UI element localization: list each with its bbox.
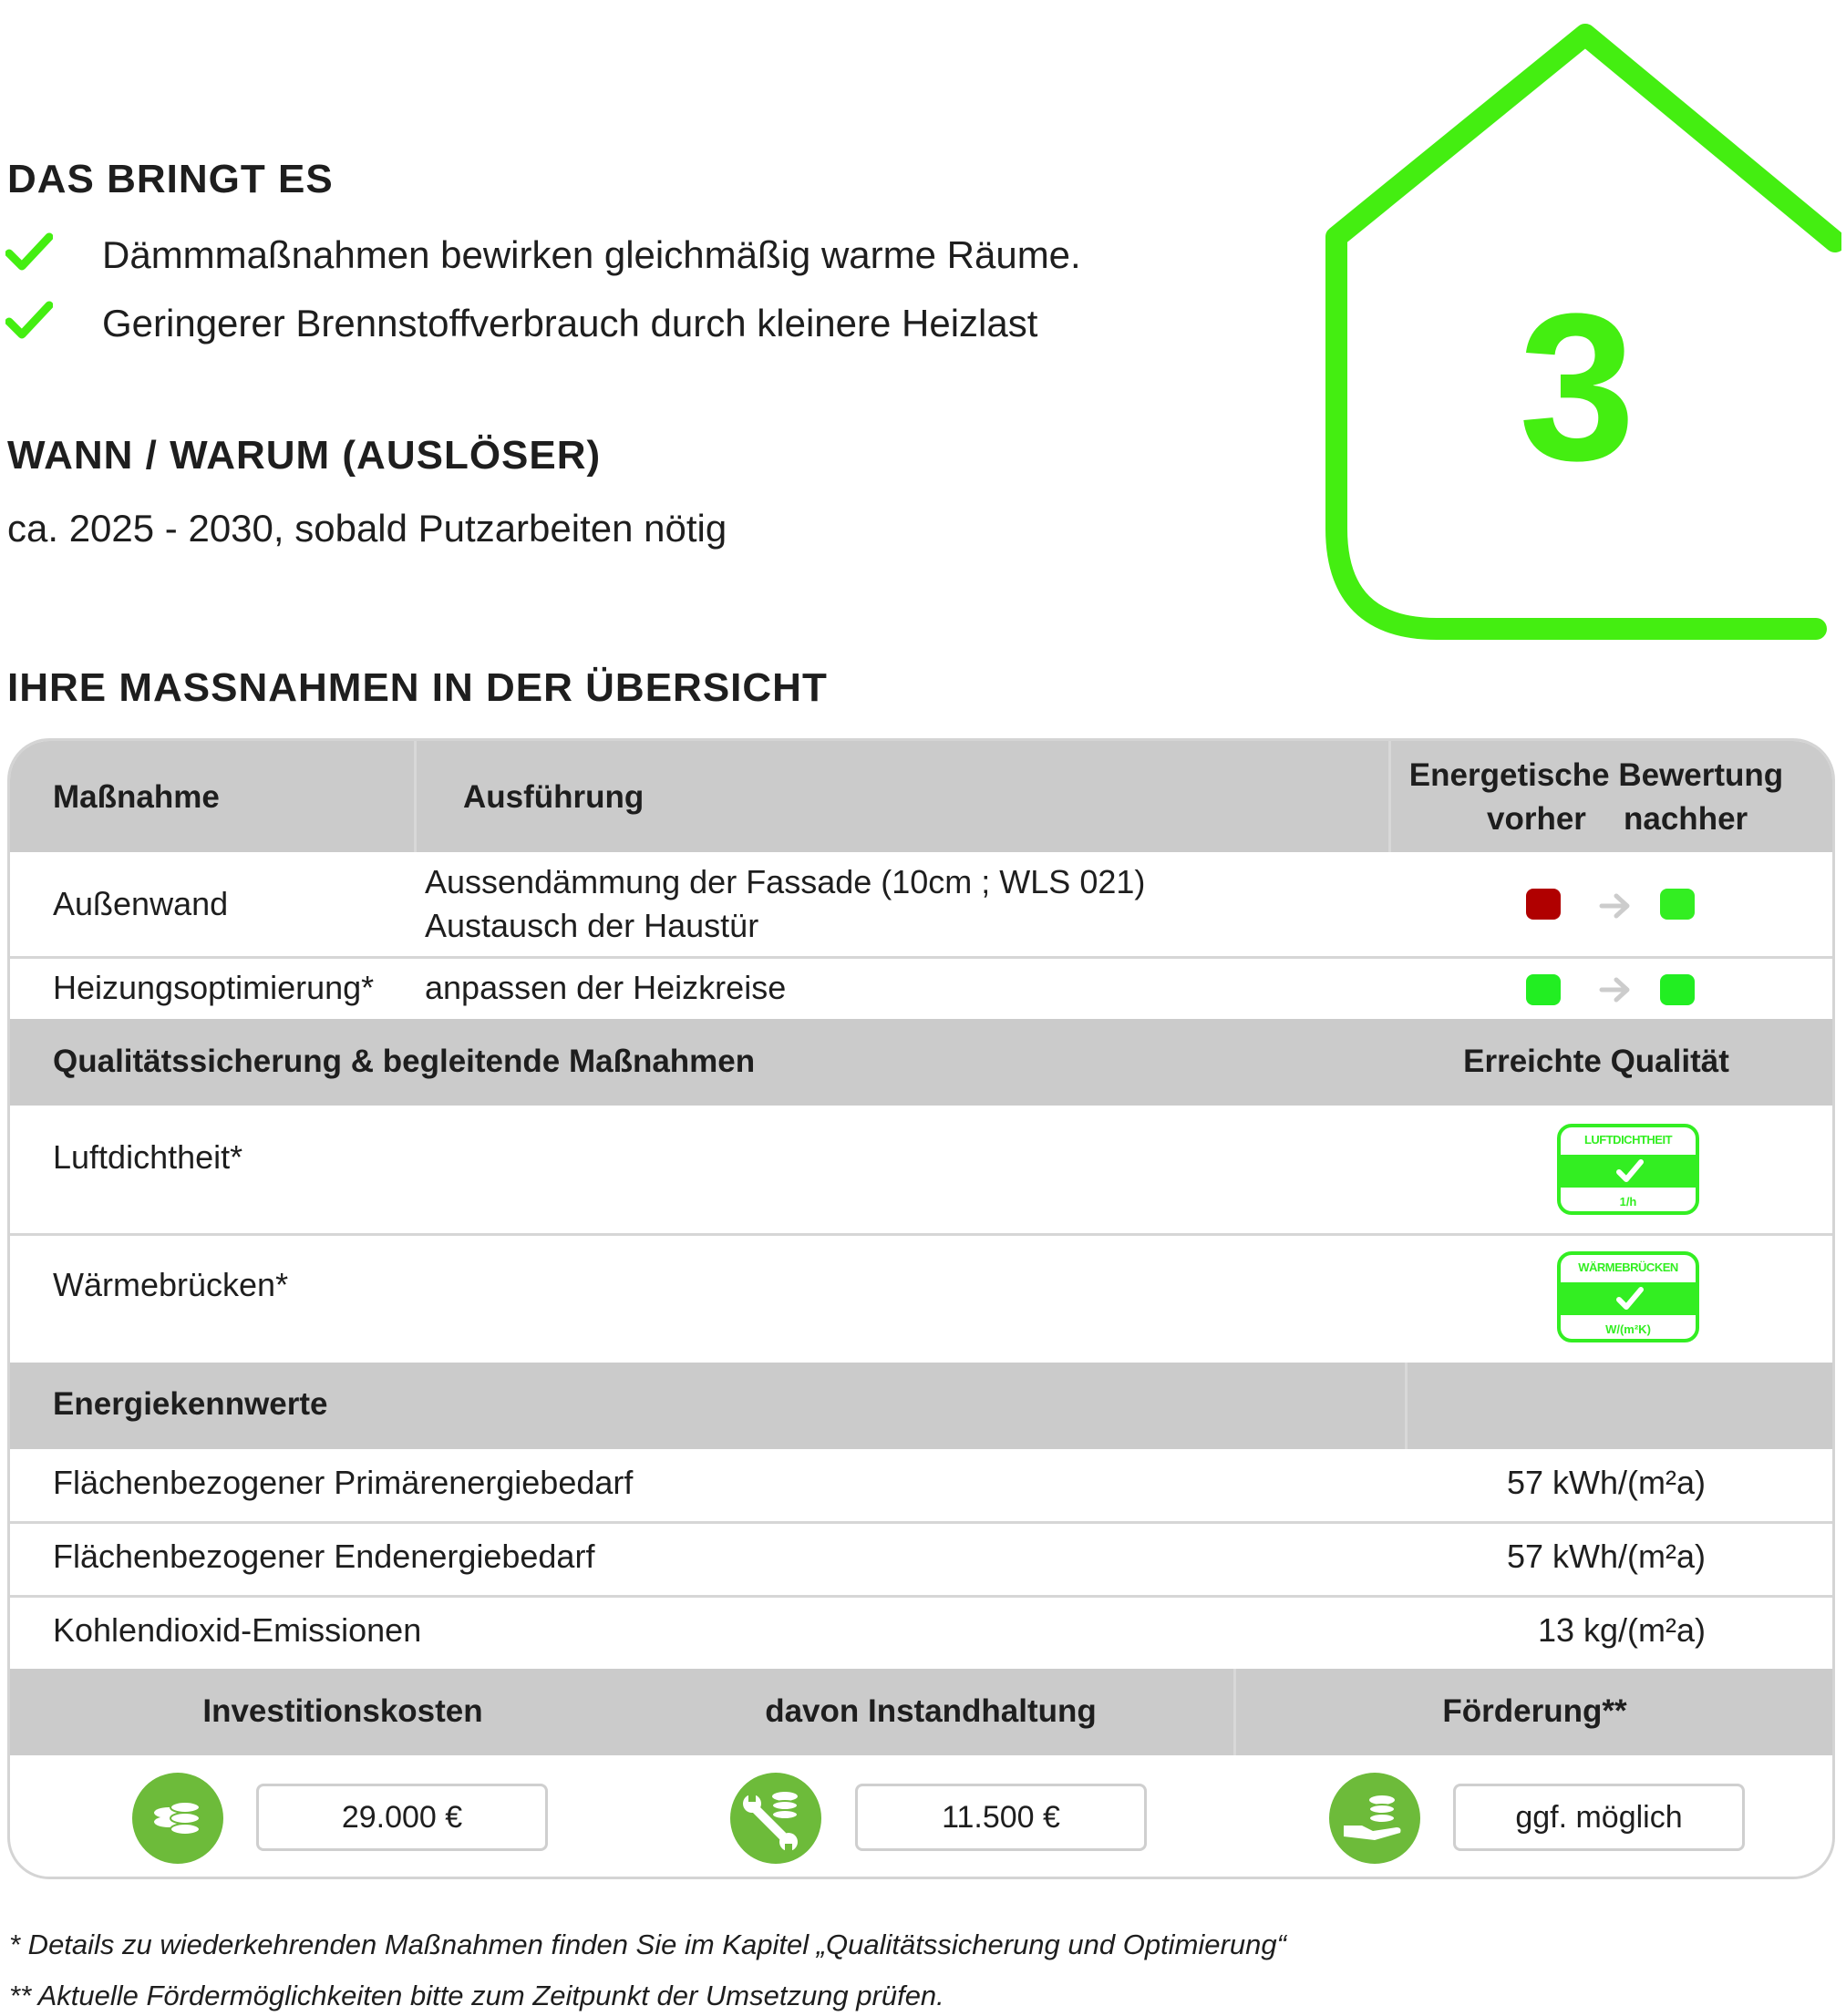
rating-after-indicator bbox=[1660, 974, 1695, 1005]
quality-achieved-label: Erreichte Qualität bbox=[1463, 1044, 1729, 1079]
measure-execution: Aussendämmung der Fassade (10cm ; WLS 021) bbox=[425, 863, 1146, 900]
funding-label: Förderung** bbox=[1442, 1693, 1627, 1729]
measure-execution: Austausch der Haustür bbox=[425, 907, 759, 944]
measures-table bbox=[7, 738, 1835, 1879]
benefits-title: DAS BRINGT ES bbox=[7, 157, 334, 201]
header-measure: Maßnahme bbox=[53, 779, 220, 815]
energy-row-label: Flächenbezogener Primärenergiebedarf bbox=[53, 1464, 634, 1501]
energy-title: Energiekennwerte bbox=[53, 1386, 328, 1422]
header-execution: Ausführung bbox=[463, 779, 645, 815]
quality-badge-airtightness bbox=[1557, 1124, 1699, 1215]
rating-before-indicator bbox=[1526, 889, 1561, 920]
quality-item-name: Luftdichtheit* bbox=[53, 1138, 243, 1176]
footnote: * Details zu wiederkehrenden Maßnahmen finden Sie im Kapitel „Qualitätssicherung und Optimierung“ bbox=[9, 1929, 1286, 1960]
trigger-text: ca. 2025 - 2030, sobald Putzarbeiten nötig bbox=[7, 507, 727, 550]
header-before: vorher bbox=[1487, 801, 1586, 837]
quality-badge-thermal-bridges bbox=[1557, 1251, 1699, 1342]
energy-row-label: Kohlendioxid-Emissionen bbox=[53, 1611, 422, 1649]
quality-title: Qualitätssicherung & begleitende Maßnahmen bbox=[53, 1044, 756, 1079]
energy-row-label: Flächenbezogener Endenergiebedarf bbox=[53, 1538, 595, 1575]
hand-coins-icon bbox=[1329, 1773, 1420, 1864]
energy-row-value: 57 kWh/(m²a) bbox=[1506, 1538, 1706, 1575]
badge-unit: 1/h bbox=[1619, 1195, 1637, 1209]
trigger-title: WANN / WARUM (AUSLÖSER) bbox=[7, 433, 602, 478]
header-rating: Energetische Bewertung bbox=[1408, 757, 1784, 793]
measure-execution: anpassen der Heizkreise bbox=[425, 969, 787, 1006]
checkmark-icon bbox=[1615, 1157, 1645, 1185]
checkmark-icon bbox=[5, 231, 53, 272]
arrow-right-icon bbox=[1599, 976, 1632, 1003]
badge-unit: W/(m²K) bbox=[1605, 1322, 1651, 1336]
checkmark-icon bbox=[1615, 1285, 1645, 1312]
benefit-item: Geringerer Brennstoffverbrauch durch kleinere Heizlast bbox=[102, 302, 1038, 345]
badge-title: LUFTDICHTHEIT bbox=[1583, 1133, 1673, 1147]
investment-label: Investitionskosten bbox=[202, 1693, 483, 1729]
step-number: 3 bbox=[1519, 270, 1635, 504]
maintenance-value: 11.500 € bbox=[855, 1784, 1147, 1851]
energy-row-value: 13 kg/(m²a) bbox=[1537, 1611, 1706, 1649]
badge-title: WÄRMEBRÜCKEN bbox=[1578, 1260, 1678, 1274]
measure-name: Außenwand bbox=[53, 885, 229, 922]
energy-row-value: 57 kWh/(m²a) bbox=[1506, 1464, 1706, 1501]
maintenance-label: davon Instandhaltung bbox=[765, 1693, 1097, 1729]
footnote: ** Aktuelle Fördermöglichkeiten bitte zum Zeitpunkt der Umsetzung prüfen. bbox=[9, 1980, 944, 2011]
arrow-right-icon bbox=[1599, 892, 1632, 920]
benefit-item: Dämmmaßnahmen bewirken gleichmäßig warme Räume. bbox=[102, 233, 1081, 276]
wrench-coins-icon bbox=[730, 1773, 821, 1864]
rating-before-indicator bbox=[1526, 974, 1561, 1005]
coins-icon bbox=[132, 1773, 223, 1864]
funding-value: ggf. möglich bbox=[1453, 1784, 1745, 1851]
investment-value: 29.000 € bbox=[256, 1784, 548, 1851]
header-after: nachher bbox=[1624, 801, 1748, 837]
measure-name: Heizungsoptimierung* bbox=[53, 969, 375, 1006]
quality-item-name: Wärmebrücken* bbox=[53, 1266, 289, 1303]
overview-title: IHRE MASSNAHMEN IN DER ÜBERSICHT bbox=[7, 665, 828, 710]
checkmark-icon bbox=[5, 300, 53, 340]
rating-after-indicator bbox=[1660, 889, 1695, 920]
